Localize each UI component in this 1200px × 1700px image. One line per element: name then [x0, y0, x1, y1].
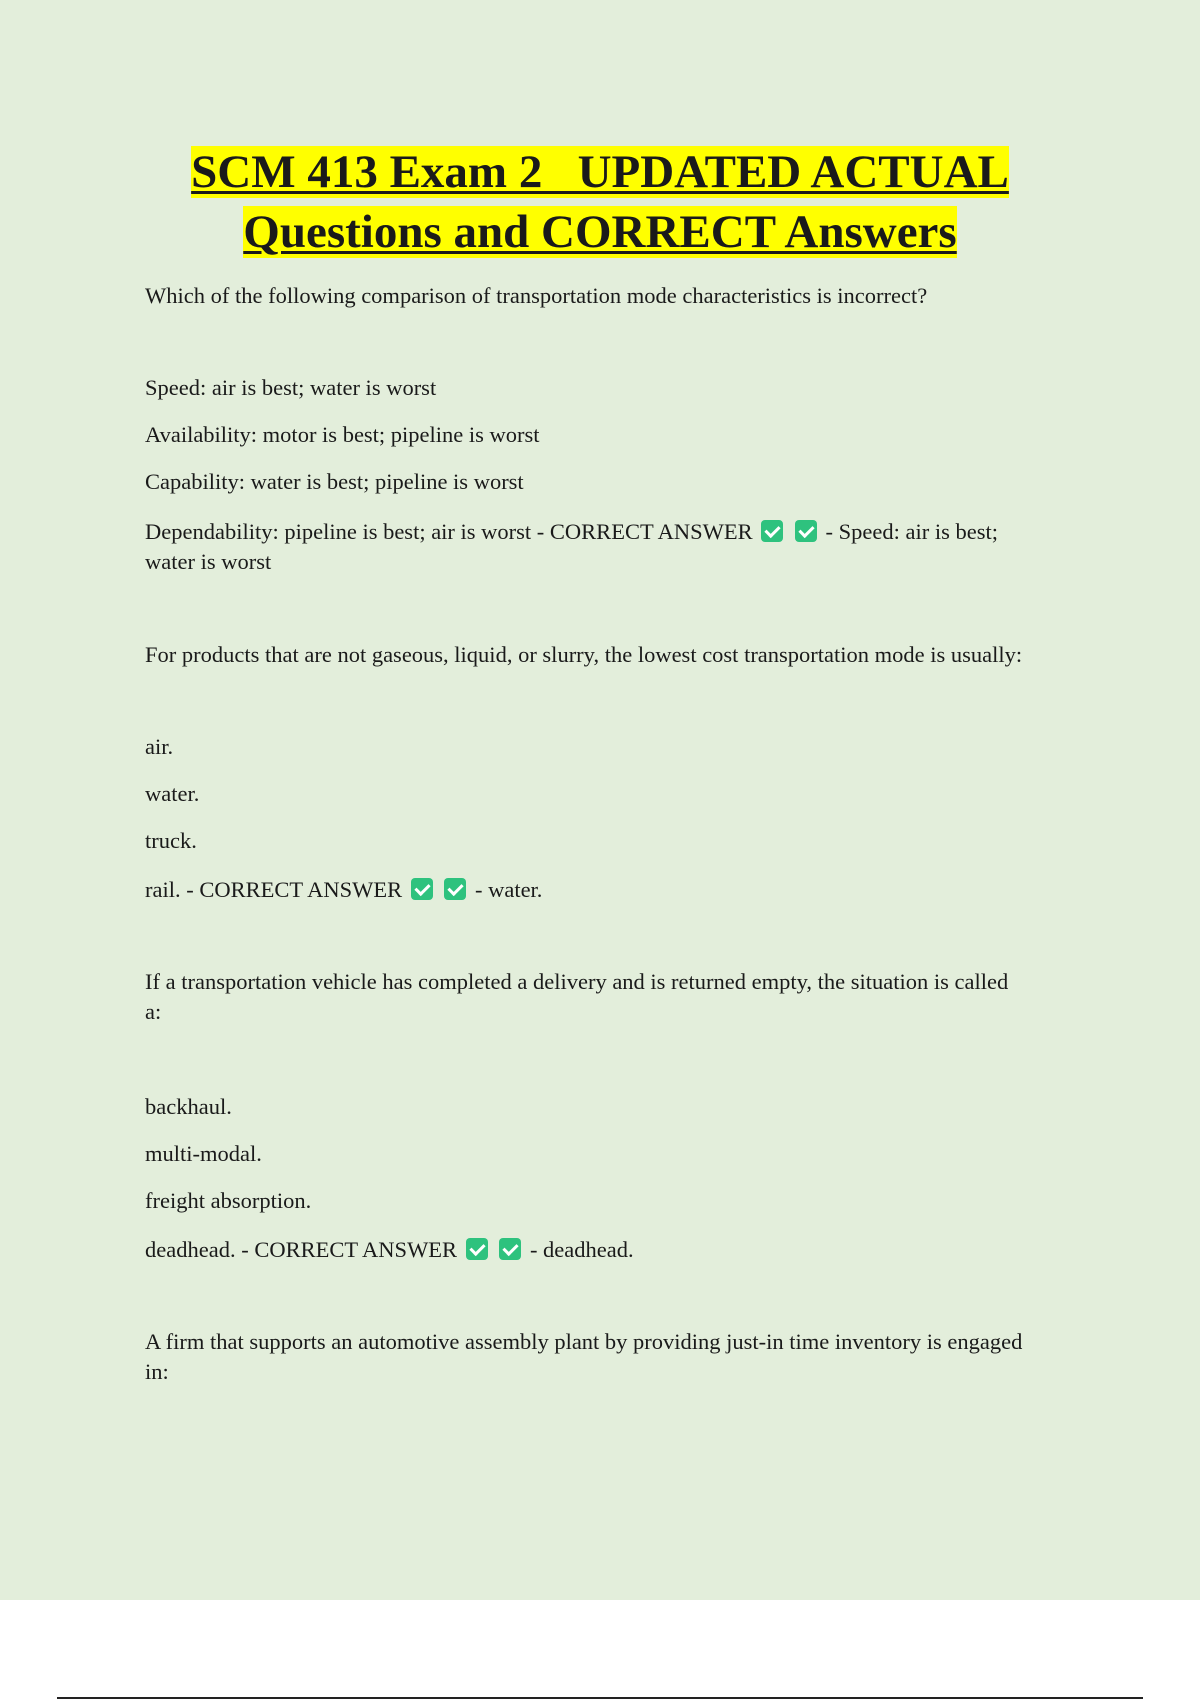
q1-option-3: Capability: water is best; pipeline is worst [145, 469, 524, 494]
q2-option-3: truck. [145, 828, 197, 853]
q1-answer-line-1: - Speed: air is best; [825, 519, 999, 544]
q3-option-4-text: deadhead. - CORRECT ANSWER [145, 1237, 458, 1262]
q1-option-2: Availability: motor is best; pipeline is worst [145, 422, 540, 447]
q3-option-4 [145, 1235, 1095, 1265]
page-divider [57, 1697, 1143, 1699]
q3-option-2: multi-modal. [145, 1141, 262, 1166]
q1-option-1: Speed: air is best; water is worst [145, 375, 437, 400]
check-mark-icon [466, 1238, 488, 1260]
q2-option-4-text: rail. - CORRECT ANSWER [145, 877, 403, 902]
q2-answer: - water. [474, 877, 543, 902]
q1-answer-line-2: water is worst [145, 549, 272, 574]
q1-question: Which of the following comparison of transportation mode characteristics is incorrect? [145, 283, 928, 308]
check-mark-icon [795, 520, 817, 542]
document-title [0, 142, 1200, 262]
q3-question-line-1: If a transportation vehicle has completed a delivery and is returned empty, the situation is called [145, 969, 1009, 994]
title-line-2: Questions and CORRECT Answers [243, 206, 957, 258]
q1-option-4-text: Dependability: pipeline is best; air is worst - CORRECT ANSWER [145, 519, 753, 544]
check-mark-icon [444, 878, 466, 900]
q2-option-4 [145, 875, 1095, 905]
check-mark-icon [499, 1238, 521, 1260]
check-mark-icon [411, 878, 433, 900]
title-line-1: SCM 413 Exam 2 UPDATED ACTUAL [191, 146, 1009, 198]
q4-question-line-2: in: [145, 1359, 169, 1384]
q2-option-1: air. [145, 734, 174, 759]
q3-option-3: freight absorption. [145, 1188, 312, 1213]
q4-question-line-1: A firm that supports an automotive assembly plant by providing just-in time inventory is engaged [145, 1329, 1023, 1354]
q3-question-line-2: a: [145, 999, 162, 1024]
check-mark-icon [761, 520, 783, 542]
q2-option-2: water. [145, 781, 200, 806]
q1-option-4 [145, 517, 1095, 547]
q3-answer: - deadhead. [529, 1237, 634, 1262]
q3-option-1: backhaul. [145, 1094, 232, 1119]
q2-question: For products that are not gaseous, liquid, or slurry, the lowest cost transportation mode is usually: [145, 642, 1023, 667]
